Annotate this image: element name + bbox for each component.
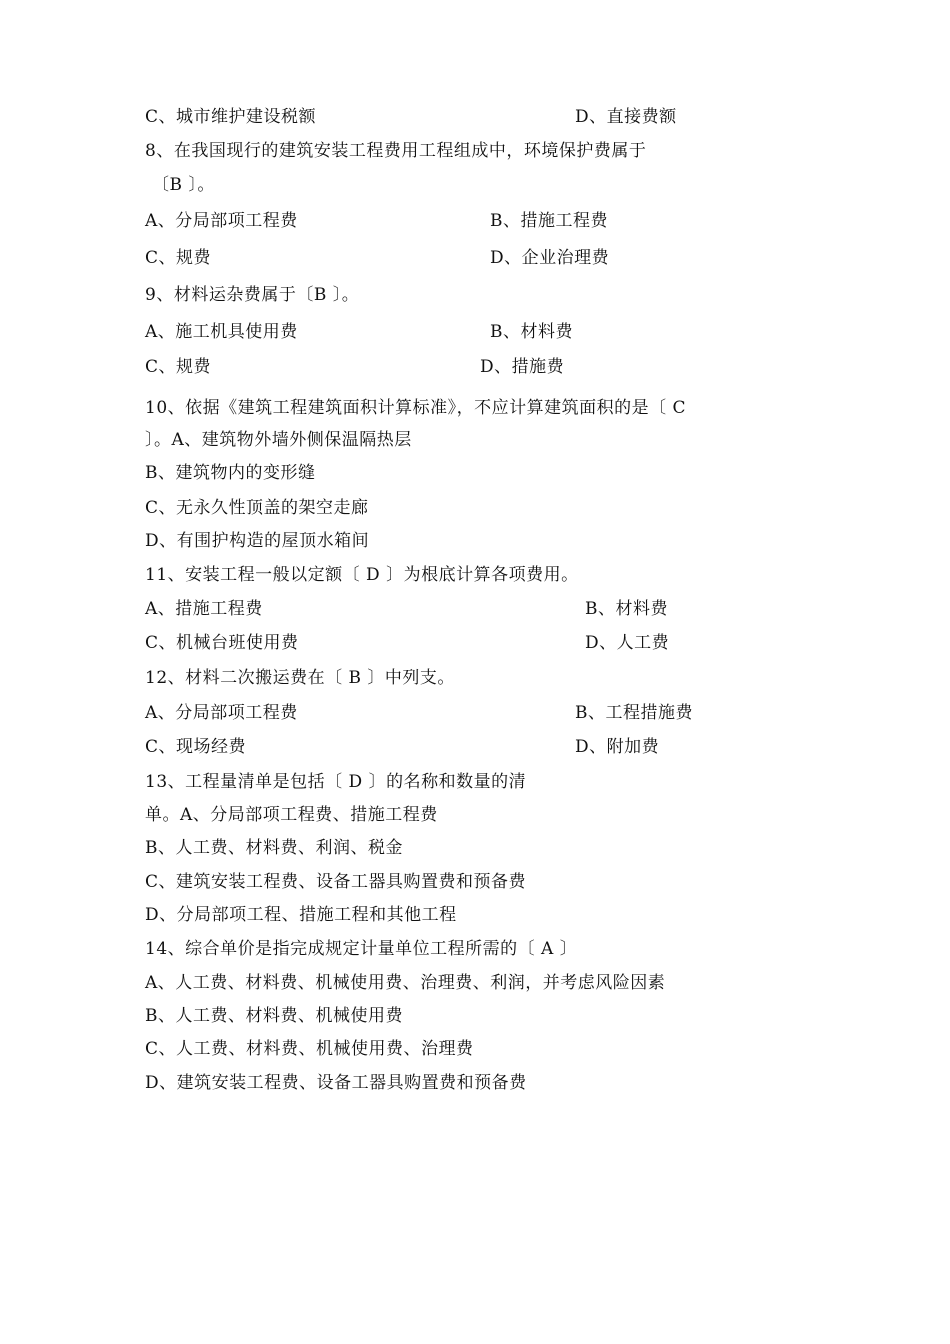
q14-option-d: D、建筑安装工程费、设备工器具购置费和预备费 xyxy=(145,1073,527,1093)
q11-option-b: B、材料费 xyxy=(585,599,668,619)
q12-option-d: D、附加费 xyxy=(575,737,660,757)
q11-option-c: C、机械台班使用费 xyxy=(145,633,299,653)
q7-option-c: C、城市维护建设税额 xyxy=(145,107,317,127)
q11-option-a: A、措施工程费 xyxy=(145,599,263,619)
q7-option-d: D、直接费额 xyxy=(575,107,677,127)
q11-stem: 11、安装工程一般以定额〔 D 〕为根底计算各项费用。 xyxy=(145,565,579,585)
q13-option-d: D、分局部项工程、措施工程和其他工程 xyxy=(145,905,457,925)
q12-stem: 12、材料二次搬运费在〔 B 〕中列支。 xyxy=(145,668,455,688)
q9-stem: 9、材料运杂费属于〔B 〕。 xyxy=(145,285,360,305)
q10-option-c: C、无永久性顶盖的架空走廊 xyxy=(145,498,369,518)
q13-option-c: C、建筑安装工程费、设备工器具购置费和预备费 xyxy=(145,872,527,892)
q10-option-b: B、建筑物内的变形缝 xyxy=(145,463,316,483)
q8-option-a: A、分局部项工程费 xyxy=(145,211,298,231)
q13-option-b: B、人工费、材料费、利润、税金 xyxy=(145,838,403,858)
q14-option-b: B、人工费、材料费、机械使用费 xyxy=(145,1006,403,1026)
q9-option-a: A、施工机具使用费 xyxy=(145,322,298,342)
q11-option-d: D、人工费 xyxy=(585,633,670,653)
q9-option-b: B、材料费 xyxy=(490,322,573,342)
q14-stem: 14、综合单价是指完成规定计量单位工程所需的〔 A 〕 xyxy=(145,939,578,959)
q14-option-a: A、人工费、材料费、机械使用费、治理费、利润，并考虑风险因素 xyxy=(145,973,666,993)
q12-option-c: C、现场经费 xyxy=(145,737,247,757)
q9-option-c: C、规费 xyxy=(145,357,212,377)
q12-option-b: B、工程措施费 xyxy=(575,703,693,723)
q10-option-d: D、有围护构造的屋顶水箱间 xyxy=(145,531,370,551)
q8-stem-line1: 8、在我国现行的建筑安装工程费用工程组成中，环境保护费属于 xyxy=(145,141,647,161)
q8-option-d: D、企业治理费 xyxy=(490,248,610,268)
q10-stem-line2: 〕。A、建筑物外墙外侧保温隔热层 xyxy=(145,430,412,450)
q8-option-b: B、措施工程费 xyxy=(490,211,608,231)
q9-option-d: D、措施费 xyxy=(480,357,565,377)
q13-stem-line2: 单。A、分局部项工程费、措施工程费 xyxy=(145,805,438,825)
q8-option-c: C、规费 xyxy=(145,248,212,268)
q12-option-a: A、分局部项工程费 xyxy=(145,703,298,723)
q14-option-c: C、人工费、材料费、机械使用费、治理费 xyxy=(145,1039,474,1059)
q13-stem-line1: 13、工程量清单是包括〔 D 〕的名称和数量的清 xyxy=(145,772,527,792)
q10-stem-line1: 10、依据《建筑工程建筑面积计算标准》，不应计算建筑面积的是〔 C xyxy=(145,398,687,418)
q8-stem-line2: 〔B 〕。 xyxy=(152,175,215,195)
